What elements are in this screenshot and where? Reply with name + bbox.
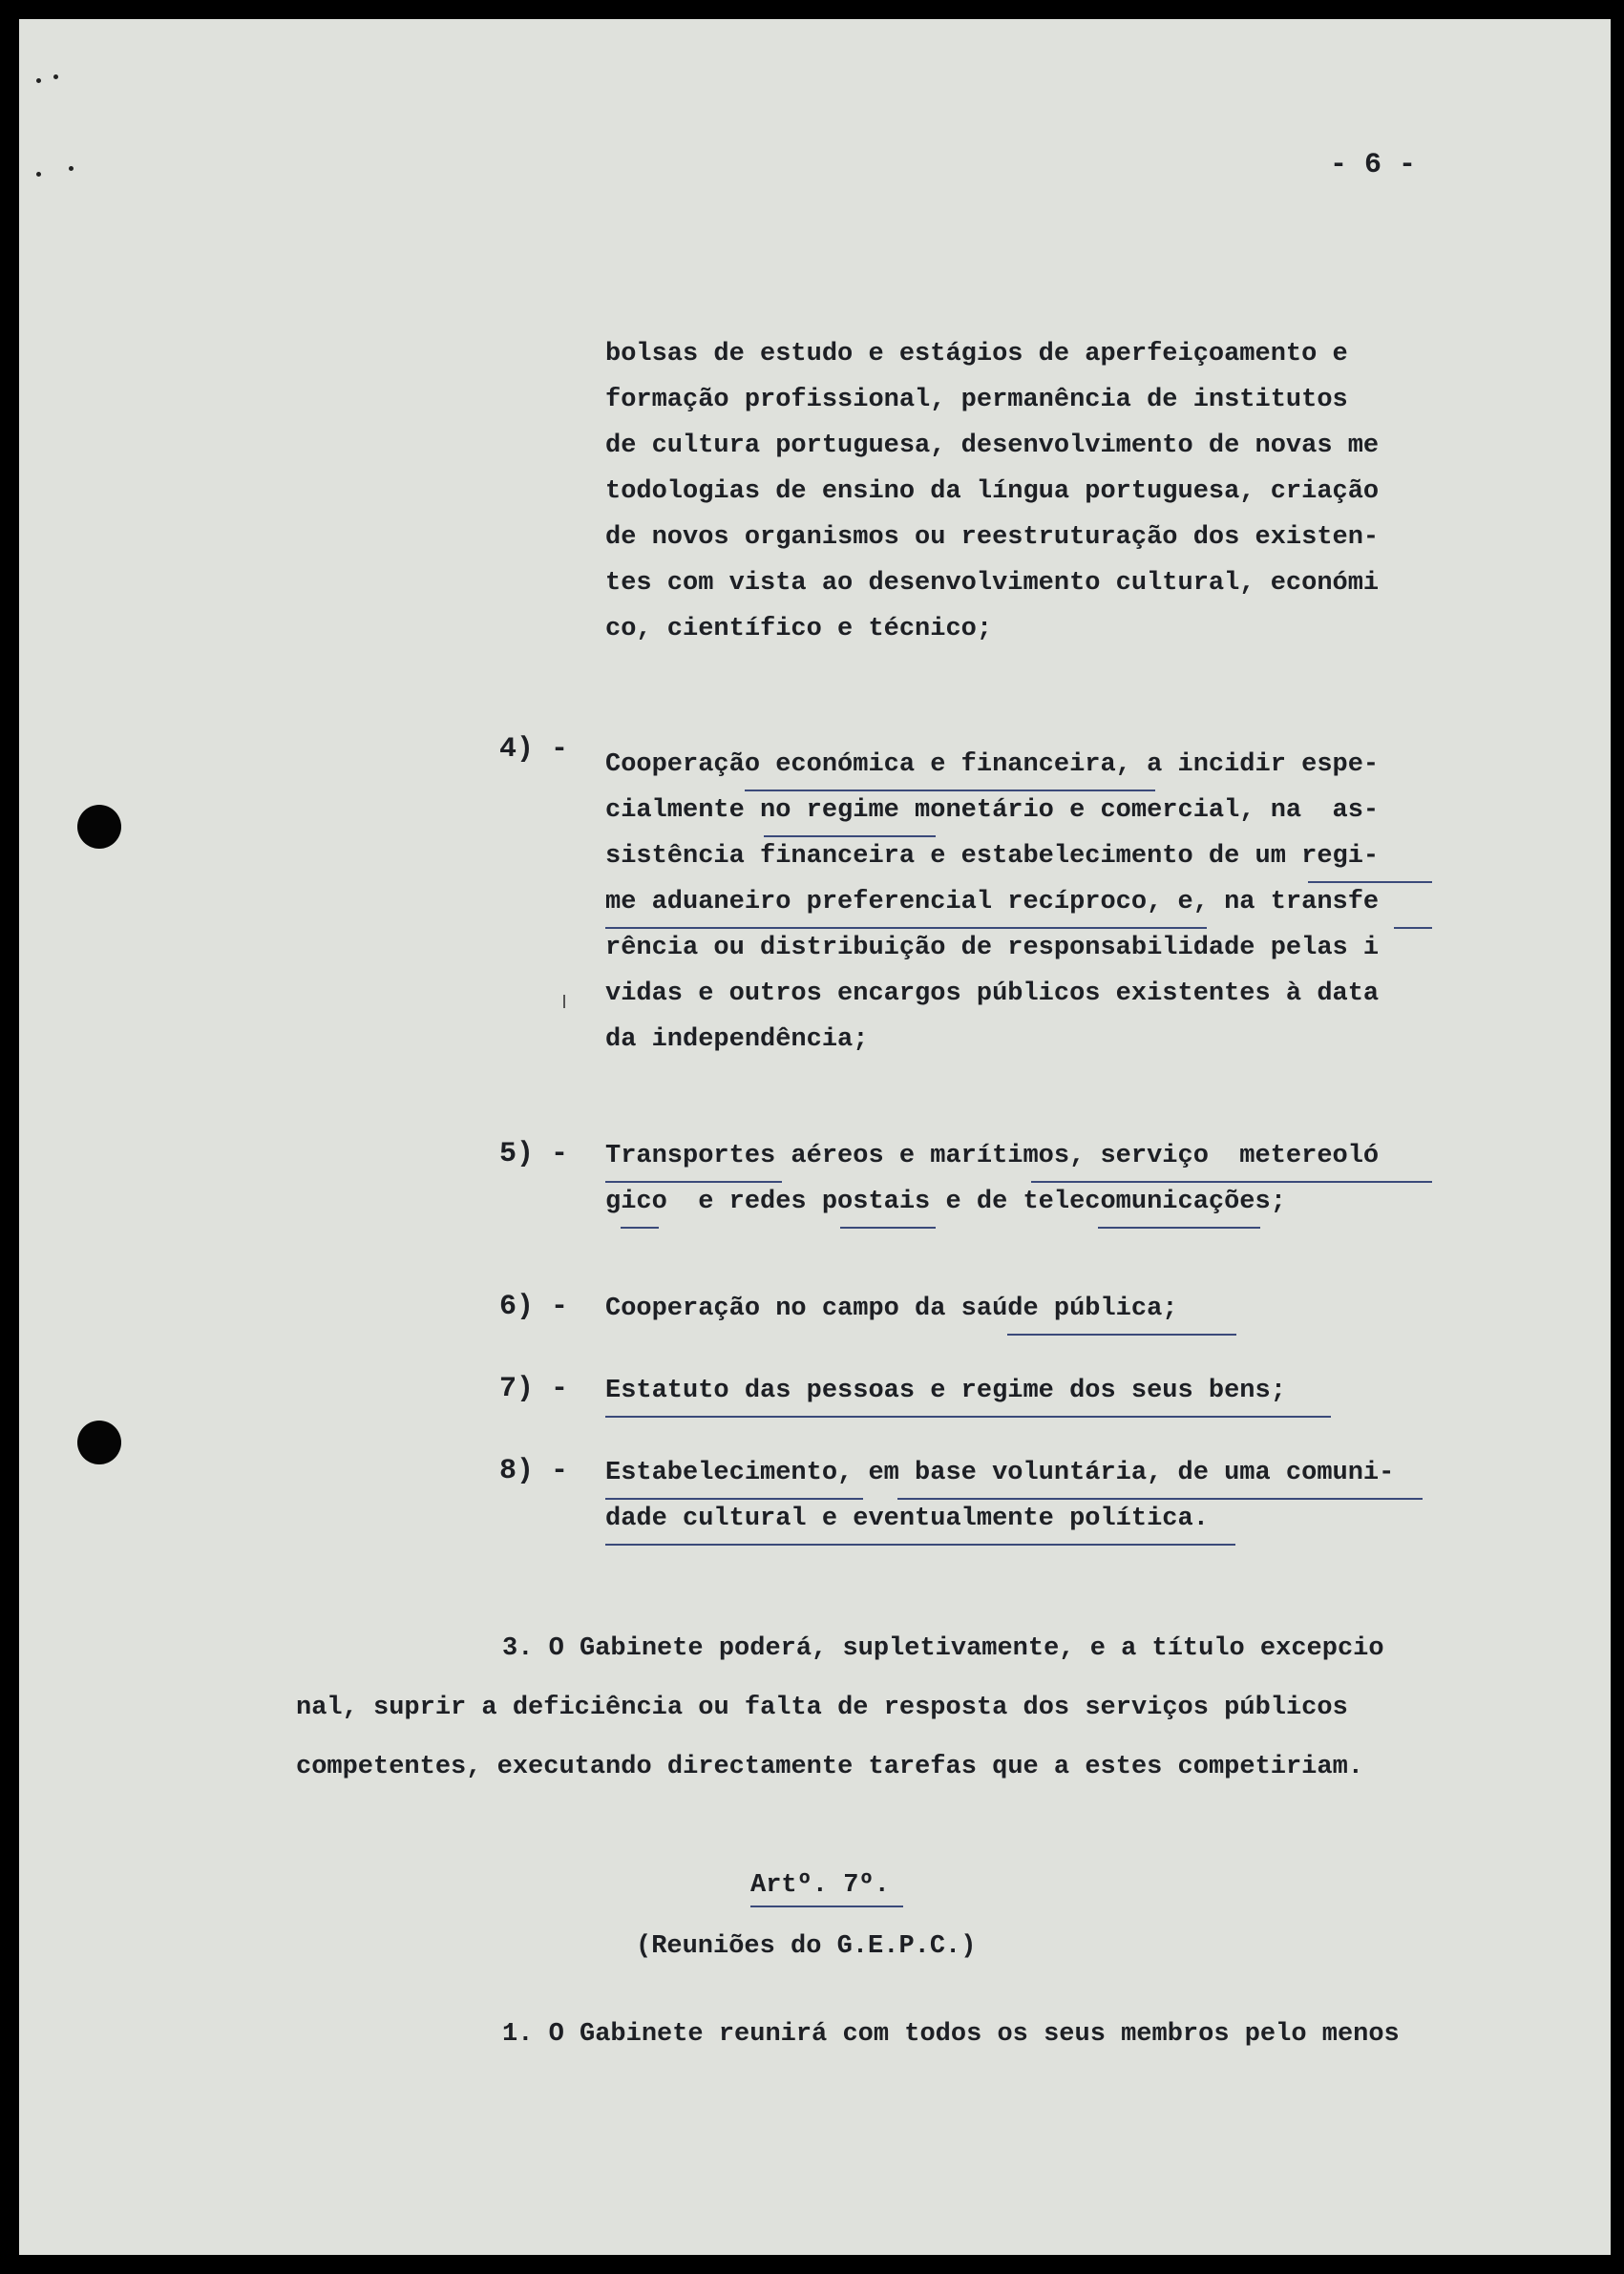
underline — [605, 1498, 863, 1500]
underline — [1394, 927, 1432, 929]
item-number: 5) - — [499, 1138, 569, 1170]
ink-speck — [36, 78, 41, 83]
underline — [1031, 1181, 1432, 1183]
item-line: vidas e outros encargos públicos existentes à data — [605, 979, 1380, 1008]
underline — [605, 927, 1207, 929]
item-line: sistência financeira e estabelecimento de um regi- — [605, 842, 1380, 871]
intro-line: formação profissional, permanência de institutos — [605, 386, 1348, 414]
paragraph-line: 3. O Gabinete poderá, supletivamente, e a título excepcio — [502, 1634, 1384, 1663]
underline — [1098, 1227, 1260, 1229]
item-line: Cooperação no campo da saúde pública; — [605, 1295, 1178, 1323]
punch-hole-bottom — [77, 1421, 121, 1464]
underline — [745, 790, 1155, 791]
ink-speck — [36, 172, 41, 177]
item-number: 7) - — [499, 1373, 569, 1405]
paragraph-line: competentes, executando directamente tarefas que a estes competiriam. — [296, 1753, 1363, 1781]
underline — [605, 1181, 782, 1183]
intro-line: todologias de ensino da língua portuguesa, criação — [605, 477, 1380, 506]
underline — [1308, 881, 1432, 883]
underline — [897, 1498, 1423, 1500]
item-line: me aduaneiro preferencial recíproco, e, na transfe — [605, 888, 1380, 916]
item-number: 8) - — [499, 1455, 569, 1487]
item-number: 4) - — [499, 733, 569, 766]
intro-line: de novos organismos ou reestruturação dos existen- — [605, 523, 1380, 552]
intro-line: tes com vista ao desenvolvimento cultural, económi — [605, 569, 1380, 598]
underline — [605, 1544, 1235, 1546]
article-subtitle: (Reuniões do G.E.P.C.) — [636, 1932, 977, 1961]
punch-hole-top — [77, 805, 121, 849]
underline — [750, 1906, 903, 1907]
intro-line: bolsas de estudo e estágios de aperfeiçoamento e — [605, 340, 1348, 368]
item-number: 6) - — [499, 1291, 569, 1323]
underline — [840, 1227, 936, 1229]
underline — [1007, 1334, 1236, 1336]
item-line: rência ou distribuição de responsabilidade pelas i — [605, 934, 1380, 962]
intro-line: de cultura portuguesa, desenvolvimento de novas me — [605, 432, 1380, 460]
paragraph-line: 1. O Gabinete reunirá com todos os seus membros pelo menos — [502, 2020, 1400, 2049]
ink-speck — [69, 166, 74, 171]
underline — [621, 1227, 659, 1229]
item-line: gico e redes postais e de telecomunicações; — [605, 1188, 1286, 1216]
item-line: Estabelecimento, em base voluntária, de uma comuni- — [605, 1459, 1395, 1487]
item-line: da independência; — [605, 1025, 869, 1054]
item-line: cialmente no regime monetário e comercial, na as- — [605, 796, 1380, 825]
ink-speck — [53, 74, 58, 79]
item-line: dade cultural e eventualmente política. — [605, 1505, 1209, 1533]
article-title: Artº. 7º. — [750, 1871, 890, 1900]
item-line: Transportes aéreos e marítimos, serviço metereoló — [605, 1142, 1380, 1170]
document-page — [19, 19, 1611, 2255]
page-number: - 6 - — [1330, 149, 1417, 181]
paragraph-line: nal, suprir a deficiência ou falta de resposta dos serviços públicos — [296, 1694, 1348, 1722]
underline — [605, 1416, 1331, 1418]
item-line: Cooperação económica e financeira, a incidir espe- — [605, 750, 1380, 779]
margin-mark — [563, 995, 565, 1008]
underline — [764, 835, 936, 837]
intro-line: co, científico e técnico; — [605, 615, 993, 643]
item-line: Estatuto das pessoas e regime dos seus bens; — [605, 1377, 1286, 1405]
